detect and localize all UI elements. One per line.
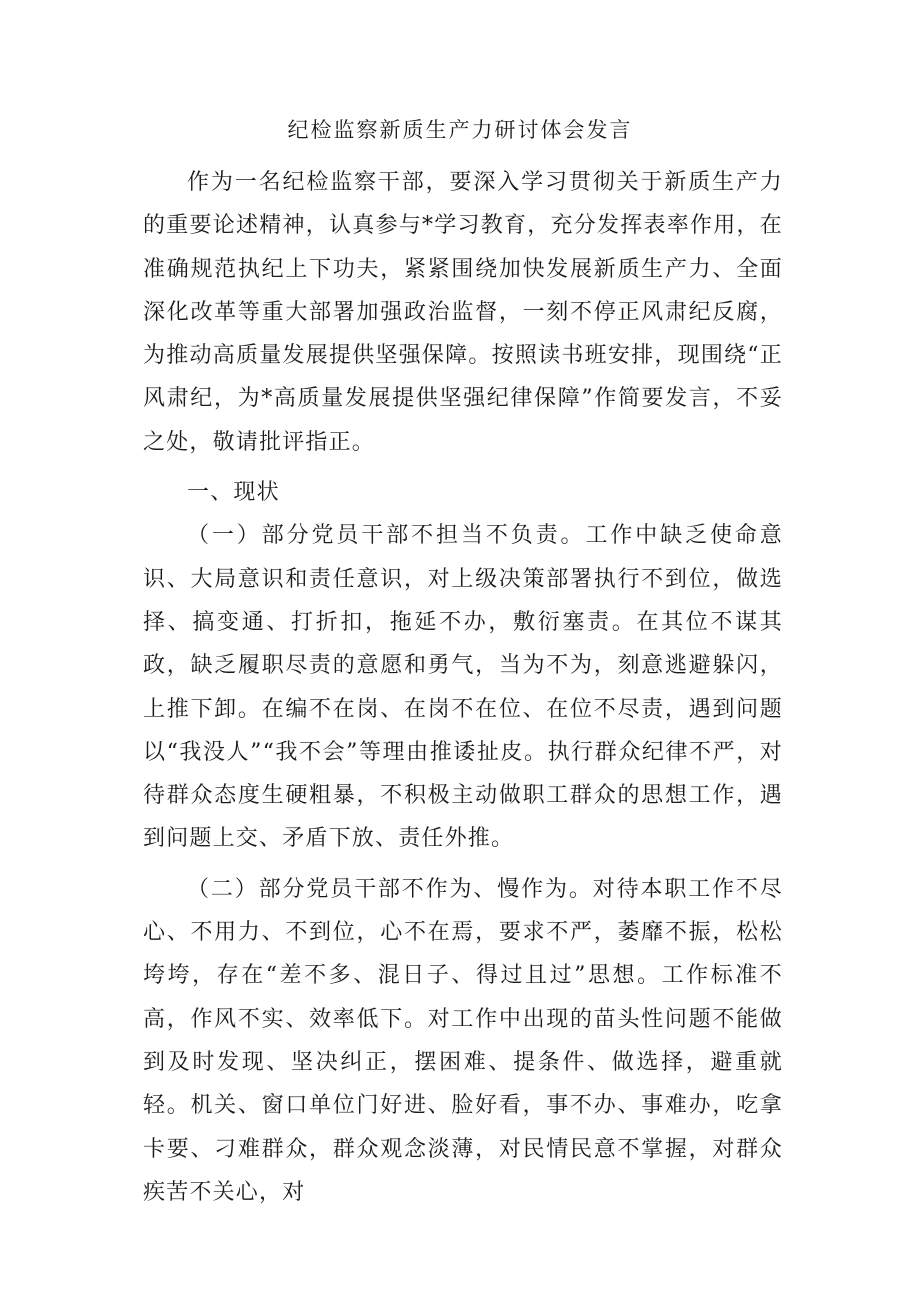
paragraph-part-one: （一）部分党员干部不担当不负责。工作中缺乏使命意识、大局意识和责任意识，对上级决策部署执行不到位，做选择、搞变通、打折扣，拖延不办，敷衍塞责。在其位不谋其政，缺乏履职尽责的意愿和勇气，当为不为，刻意逃避躲闪，上推下卸。在编不在岗、在岗不在位、在位不尽责，遇到问题以“我没人”“我不会”等理由推诿扯皮。执行群众纪律不严，对待群众态度生硬粗暴，不积极主动做职工群众的思想工作，遇到问题上交、矛盾下放、责任外推。 bbox=[143, 523, 783, 852]
document-title: 纪检监察新质生产力研讨体会发言 bbox=[287, 118, 633, 142]
paragraph-part-two: （二）部分党员干部不作为、慢作为。对待本职工作不尽心、不用力、不到位，心不在焉，要求不严，萎靡不振，松松垮垮，存在“差不多、混日子、得过且过”思想。工作标准不高，作风不实、效率低下。对工作中出现的苗头性问题不能做到及时发现、坚决纠正，摆困难、提条件、做选择，避重就轻。机关、窗口单位门好进、脸好看，事不办、事难办，吃拿卡要、刁难群众，群众观念淡薄，对民情民意不掌握，对群众疾苦不关心，对 bbox=[143, 876, 783, 1205]
document-body bbox=[143, 161, 783, 1214]
section-heading-status: 一、现状 bbox=[187, 480, 280, 506]
intro-paragraph: 作为一名纪检监察干部，要深入学习贯彻关于新质生产力的重要论述精神，认真参与*学习教育，充分发挥表率作用，在准确规范执纪上下功夫，紧紧围绕加快发展新质生产力、全面深化改革等重大部署加强政治监督，一刻不停正风肃纪反腐，为推动高质量发展提供坚强保障。按照读书班安排，现围绕“正风肃纪，为*高质量发展提供坚强纪律保障”作简要发言，不妥之处，敬请批评指正。 bbox=[143, 170, 783, 455]
